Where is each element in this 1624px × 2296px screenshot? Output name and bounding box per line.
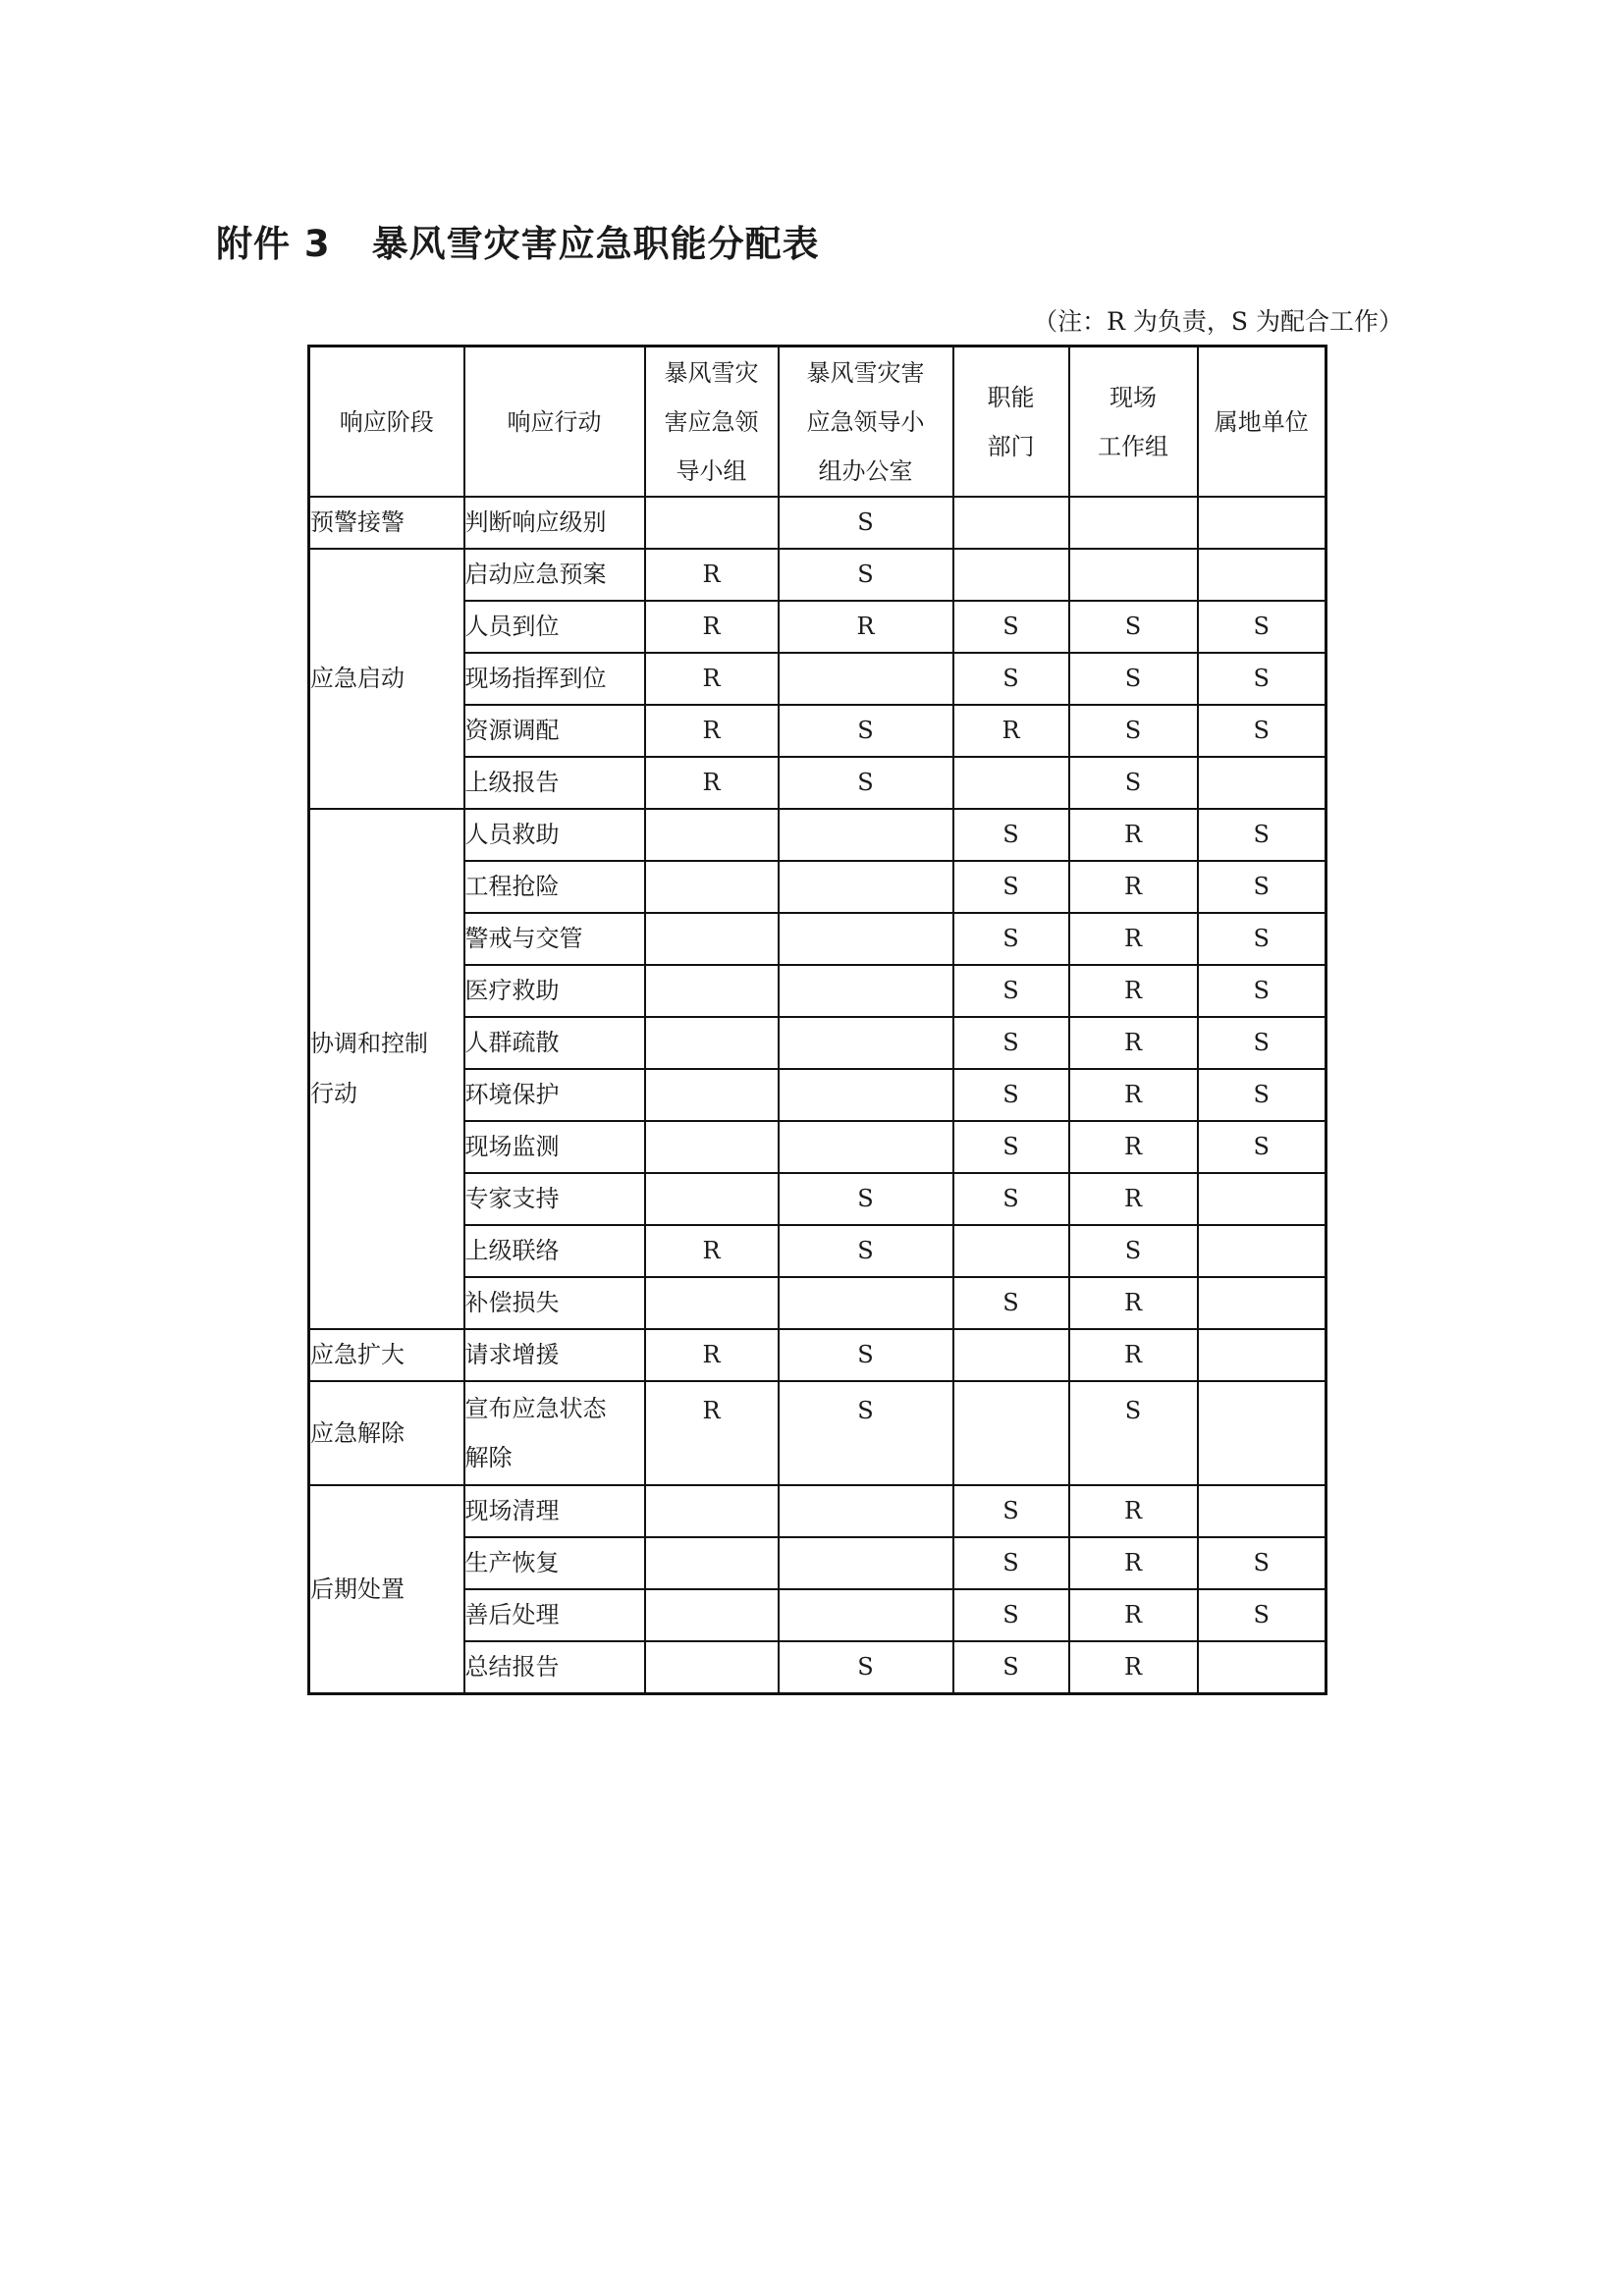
action-cell bbox=[464, 1381, 645, 1485]
code-local-unit: S bbox=[1198, 1017, 1326, 1069]
code-local-unit: S bbox=[1198, 913, 1326, 965]
code-group-office: S bbox=[779, 1329, 953, 1381]
action-cell bbox=[464, 1121, 645, 1173]
code-local-unit bbox=[1198, 1329, 1326, 1381]
code-functional-dept: S bbox=[953, 1277, 1069, 1329]
action-cell bbox=[464, 1173, 645, 1225]
code-group-office: S bbox=[779, 1381, 953, 1485]
cell-line: 资源调配 bbox=[464, 717, 560, 744]
code-group-office bbox=[779, 1017, 953, 1069]
action-cell bbox=[464, 1017, 645, 1069]
cell-line: 人群疏散 bbox=[464, 1029, 560, 1056]
code-onsite-team: R bbox=[1069, 1641, 1198, 1694]
cell-line: 暴风雪灾害 bbox=[806, 358, 925, 387]
cell-line: 现场清理 bbox=[464, 1497, 560, 1524]
code-leading-group bbox=[645, 1277, 779, 1329]
table-row bbox=[309, 1381, 1326, 1485]
cell-line: 总结报告 bbox=[464, 1653, 560, 1681]
code-leading-group bbox=[645, 809, 779, 861]
cell-line: 部门 bbox=[987, 432, 1035, 460]
table-row bbox=[309, 1485, 1326, 1537]
cell-line: 属地单位 bbox=[1214, 407, 1309, 436]
code-leading-group bbox=[645, 1017, 779, 1069]
code-onsite-team bbox=[1069, 497, 1198, 549]
stage-cell bbox=[309, 1329, 464, 1381]
header-functional-dept bbox=[953, 347, 1069, 498]
code-functional-dept: S bbox=[953, 861, 1069, 913]
code-onsite-team: R bbox=[1069, 1485, 1198, 1537]
cell-line: 人员救助 bbox=[464, 821, 560, 848]
cell-line: 宣布应急状态 bbox=[464, 1395, 607, 1422]
code-functional-dept: S bbox=[953, 965, 1069, 1017]
stage-cell bbox=[309, 1485, 464, 1694]
cell-line: 响应行动 bbox=[507, 407, 602, 436]
stage-cell bbox=[309, 549, 464, 809]
code-group-office bbox=[779, 1485, 953, 1537]
code-leading-group: R bbox=[645, 757, 779, 809]
code-local-unit: S bbox=[1198, 1069, 1326, 1121]
cell-line: 请求增援 bbox=[464, 1341, 560, 1368]
cell-line: 协调和控制 bbox=[310, 1030, 428, 1057]
action-cell bbox=[464, 1069, 645, 1121]
code-onsite-team bbox=[1069, 549, 1198, 601]
cell-line: 上级报告 bbox=[464, 769, 560, 796]
page-title bbox=[216, 214, 820, 267]
cell-line: 专家支持 bbox=[464, 1185, 560, 1212]
action-cell bbox=[464, 705, 645, 757]
stage-cell bbox=[309, 809, 464, 1329]
legend-note: （注：R 为负责，S 为配合工作） bbox=[1033, 307, 1403, 336]
cell-line: 后期处置 bbox=[310, 1575, 405, 1603]
action-cell bbox=[464, 965, 645, 1017]
code-leading-group bbox=[645, 965, 779, 1017]
code-onsite-team: R bbox=[1069, 1277, 1198, 1329]
code-group-office: S bbox=[779, 1225, 953, 1277]
code-leading-group: R bbox=[645, 1329, 779, 1381]
code-local-unit bbox=[1198, 1381, 1326, 1485]
table-row bbox=[309, 809, 1326, 861]
function-allocation-table bbox=[307, 345, 1327, 1695]
code-local-unit bbox=[1198, 1173, 1326, 1225]
code-onsite-team: S bbox=[1069, 705, 1198, 757]
code-onsite-team: S bbox=[1069, 1225, 1198, 1277]
header-row bbox=[309, 347, 1326, 498]
cell-line: 应急启动 bbox=[310, 665, 405, 692]
header-stage bbox=[309, 347, 464, 498]
code-onsite-team: R bbox=[1069, 965, 1198, 1017]
title-attachment: 附件 3 bbox=[216, 223, 331, 265]
cell-line: 响应阶段 bbox=[339, 407, 434, 436]
stage-cell bbox=[309, 497, 464, 549]
code-local-unit: S bbox=[1198, 1121, 1326, 1173]
action-cell bbox=[464, 1225, 645, 1277]
code-functional-dept bbox=[953, 1329, 1069, 1381]
code-functional-dept: S bbox=[953, 653, 1069, 705]
code-group-office: S bbox=[779, 549, 953, 601]
code-onsite-team: R bbox=[1069, 1017, 1198, 1069]
table-row bbox=[309, 497, 1326, 549]
cell-line: 暴风雪灾 bbox=[664, 358, 759, 387]
cell-line: 启动应急预案 bbox=[464, 561, 607, 588]
code-functional-dept: S bbox=[953, 1537, 1069, 1589]
code-onsite-team: S bbox=[1069, 757, 1198, 809]
code-local-unit: S bbox=[1198, 601, 1326, 653]
cell-line: 补偿损失 bbox=[464, 1289, 560, 1316]
cell-line: 行动 bbox=[310, 1080, 357, 1107]
code-group-office bbox=[779, 913, 953, 965]
code-onsite-team: S bbox=[1069, 653, 1198, 705]
code-functional-dept bbox=[953, 497, 1069, 549]
code-leading-group bbox=[645, 1121, 779, 1173]
cell-line: 解除 bbox=[464, 1444, 513, 1471]
cell-line: 医疗救助 bbox=[464, 977, 560, 1004]
cell-line: 环境保护 bbox=[464, 1081, 560, 1108]
code-onsite-team: R bbox=[1069, 1069, 1198, 1121]
cell-line: 人员到位 bbox=[464, 613, 560, 640]
code-leading-group: R bbox=[645, 705, 779, 757]
code-local-unit bbox=[1198, 1225, 1326, 1277]
code-local-unit bbox=[1198, 1641, 1326, 1694]
code-group-office bbox=[779, 965, 953, 1017]
code-functional-dept: S bbox=[953, 1069, 1069, 1121]
code-onsite-team: R bbox=[1069, 1121, 1198, 1173]
action-cell bbox=[464, 653, 645, 705]
cell-line: 工作组 bbox=[1098, 432, 1168, 460]
code-leading-group bbox=[645, 1641, 779, 1694]
cell-line: 应急扩大 bbox=[310, 1341, 405, 1368]
code-leading-group: R bbox=[645, 1381, 779, 1485]
action-cell bbox=[464, 1537, 645, 1589]
code-leading-group bbox=[645, 1173, 779, 1225]
code-group-office: S bbox=[779, 705, 953, 757]
cell-line: 善后处理 bbox=[464, 1601, 560, 1629]
code-group-office: S bbox=[779, 1641, 953, 1694]
code-functional-dept: S bbox=[953, 1485, 1069, 1537]
code-onsite-team: S bbox=[1069, 1381, 1198, 1485]
cell-line: 导小组 bbox=[676, 456, 747, 485]
cell-line: 应急领导小 bbox=[806, 407, 925, 436]
code-functional-dept: S bbox=[953, 1589, 1069, 1641]
code-local-unit: S bbox=[1198, 1589, 1326, 1641]
code-onsite-team: R bbox=[1069, 861, 1198, 913]
action-cell bbox=[464, 601, 645, 653]
code-onsite-team: R bbox=[1069, 809, 1198, 861]
code-local-unit bbox=[1198, 1485, 1326, 1537]
cell-line: 应急解除 bbox=[310, 1418, 405, 1447]
header-action bbox=[464, 347, 645, 498]
code-local-unit: S bbox=[1198, 861, 1326, 913]
header-local-unit bbox=[1198, 347, 1326, 498]
code-group-office: S bbox=[779, 757, 953, 809]
code-functional-dept bbox=[953, 549, 1069, 601]
code-local-unit: S bbox=[1198, 1537, 1326, 1589]
code-group-office bbox=[779, 1277, 953, 1329]
code-group-office bbox=[779, 1069, 953, 1121]
cell-line: 工程抢险 bbox=[464, 873, 560, 900]
code-leading-group bbox=[645, 1537, 779, 1589]
code-local-unit bbox=[1198, 549, 1326, 601]
header-group-office bbox=[779, 347, 953, 498]
cell-line: 组办公室 bbox=[818, 456, 913, 485]
code-leading-group: R bbox=[645, 601, 779, 653]
cell-line: 生产恢复 bbox=[464, 1549, 560, 1576]
code-functional-dept: R bbox=[953, 705, 1069, 757]
action-cell bbox=[464, 1485, 645, 1537]
code-functional-dept bbox=[953, 757, 1069, 809]
cell-line: 现场 bbox=[1110, 383, 1157, 411]
action-cell bbox=[464, 757, 645, 809]
code-leading-group bbox=[645, 1589, 779, 1641]
action-cell bbox=[464, 861, 645, 913]
code-functional-dept: S bbox=[953, 1641, 1069, 1694]
code-group-office bbox=[779, 861, 953, 913]
code-leading-group: R bbox=[645, 653, 779, 705]
code-leading-group bbox=[645, 497, 779, 549]
header-leading-group bbox=[645, 347, 779, 498]
code-functional-dept bbox=[953, 1225, 1069, 1277]
action-cell bbox=[464, 913, 645, 965]
table-row bbox=[309, 1329, 1326, 1381]
cell-line: 职能 bbox=[987, 383, 1035, 411]
code-onsite-team: S bbox=[1069, 601, 1198, 653]
code-local-unit bbox=[1198, 497, 1326, 549]
cell-line: 害应急领 bbox=[664, 407, 759, 436]
code-group-office bbox=[779, 1121, 953, 1173]
code-local-unit bbox=[1198, 757, 1326, 809]
code-leading-group: R bbox=[645, 1225, 779, 1277]
code-leading-group bbox=[645, 861, 779, 913]
cell-line: 判断响应级别 bbox=[464, 508, 607, 536]
code-functional-dept: S bbox=[953, 1173, 1069, 1225]
action-cell bbox=[464, 1589, 645, 1641]
code-group-office bbox=[779, 1537, 953, 1589]
code-functional-dept: S bbox=[953, 1121, 1069, 1173]
code-local-unit: S bbox=[1198, 965, 1326, 1017]
action-cell bbox=[464, 809, 645, 861]
header-onsite-team bbox=[1069, 347, 1198, 498]
cell-line: 现场监测 bbox=[464, 1133, 560, 1160]
code-onsite-team: R bbox=[1069, 1537, 1198, 1589]
action-cell bbox=[464, 497, 645, 549]
code-local-unit bbox=[1198, 1277, 1326, 1329]
code-local-unit: S bbox=[1198, 705, 1326, 757]
code-group-office bbox=[779, 1589, 953, 1641]
code-local-unit: S bbox=[1198, 653, 1326, 705]
code-group-office: R bbox=[779, 601, 953, 653]
title-name: 暴风雪灾害应急职能分配表 bbox=[371, 223, 820, 265]
cell-line: 现场指挥到位 bbox=[464, 665, 607, 692]
code-group-office bbox=[779, 809, 953, 861]
code-onsite-team: R bbox=[1069, 1173, 1198, 1225]
code-leading-group bbox=[645, 1485, 779, 1537]
code-functional-dept bbox=[953, 1381, 1069, 1485]
code-onsite-team: R bbox=[1069, 913, 1198, 965]
code-functional-dept: S bbox=[953, 1017, 1069, 1069]
action-cell bbox=[464, 1641, 645, 1694]
code-group-office: S bbox=[779, 497, 953, 549]
cell-line: 警戒与交管 bbox=[464, 925, 583, 952]
code-onsite-team: R bbox=[1069, 1589, 1198, 1641]
code-leading-group: R bbox=[645, 549, 779, 601]
code-functional-dept: S bbox=[953, 601, 1069, 653]
code-group-office bbox=[779, 653, 953, 705]
action-cell bbox=[464, 1329, 645, 1381]
action-cell bbox=[464, 549, 645, 601]
code-local-unit: S bbox=[1198, 809, 1326, 861]
code-onsite-team: R bbox=[1069, 1329, 1198, 1381]
cell-line: 预警接警 bbox=[310, 508, 405, 536]
code-functional-dept: S bbox=[953, 809, 1069, 861]
cell-line: 上级联络 bbox=[464, 1237, 560, 1264]
code-group-office: S bbox=[779, 1173, 953, 1225]
action-cell bbox=[464, 1277, 645, 1329]
code-functional-dept: S bbox=[953, 913, 1069, 965]
code-leading-group bbox=[645, 913, 779, 965]
code-leading-group bbox=[645, 1069, 779, 1121]
stage-cell bbox=[309, 1381, 464, 1485]
table-row bbox=[309, 549, 1326, 601]
